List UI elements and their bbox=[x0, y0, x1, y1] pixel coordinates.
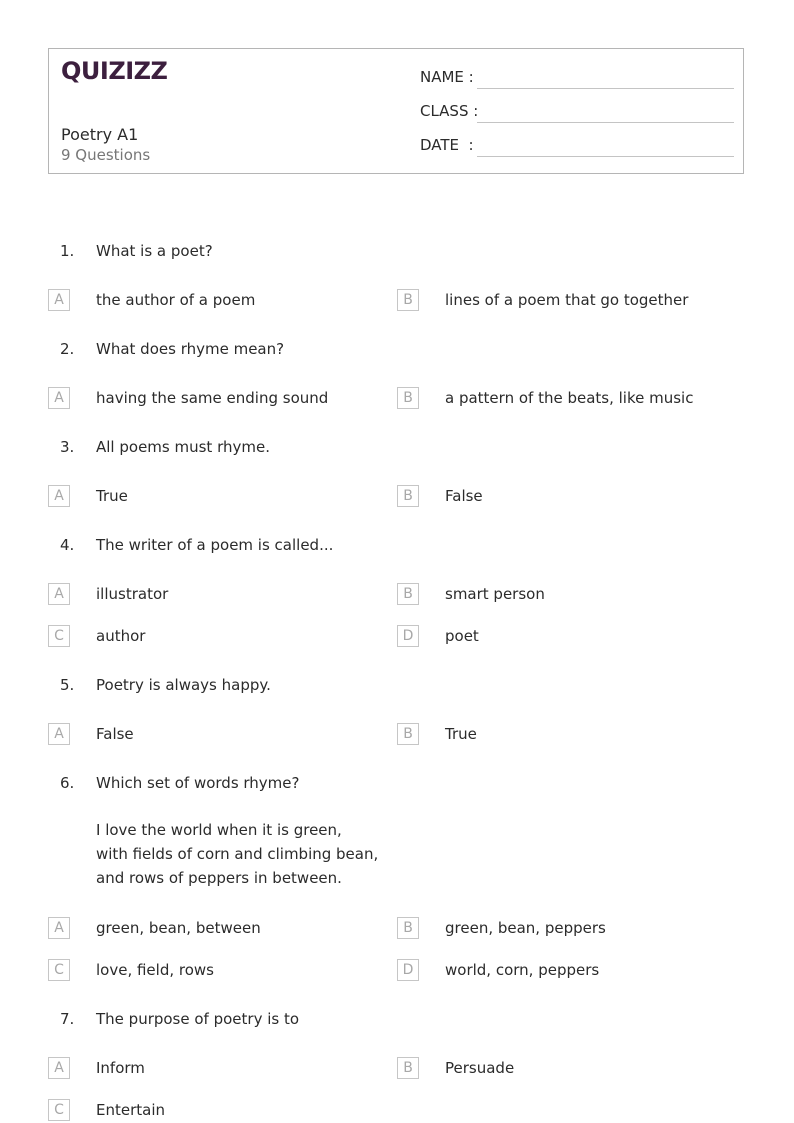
passage-line: I love the world when it is green, bbox=[96, 821, 342, 839]
option-letter-box[interactable]: B bbox=[397, 583, 419, 605]
question-number: 7. bbox=[60, 1010, 75, 1028]
passage-line: and rows of peppers in between. bbox=[96, 869, 342, 887]
option-text: a pattern of the beats, like music bbox=[445, 389, 694, 407]
name-label: NAME : bbox=[420, 68, 474, 86]
option-text: lines of a poem that go together bbox=[445, 291, 689, 309]
question-text: The purpose of poetry is to bbox=[96, 1010, 300, 1028]
option-text: Inform bbox=[96, 1059, 145, 1077]
option-letter-box[interactable]: B bbox=[397, 1057, 419, 1079]
name-line[interactable] bbox=[477, 88, 734, 89]
option-text: True bbox=[445, 725, 477, 743]
poem-passage bbox=[96, 818, 378, 890]
option-text: smart person bbox=[445, 585, 545, 603]
question-number: 1. bbox=[60, 242, 75, 260]
option-text: green, bean, between bbox=[96, 919, 261, 937]
question-text: What is a poet? bbox=[96, 242, 213, 260]
worksheet-header bbox=[48, 48, 744, 174]
option-letter-box[interactable]: B bbox=[397, 387, 419, 409]
option-letter-box[interactable]: D bbox=[397, 625, 419, 647]
question-number: 5. bbox=[60, 676, 75, 694]
option-text: Entertain bbox=[96, 1101, 166, 1119]
option-letter-box[interactable]: C bbox=[48, 959, 70, 981]
date-label: DATE : bbox=[420, 136, 474, 154]
passage-line: with fields of corn and climbing bean, bbox=[96, 845, 379, 863]
option-letter-box[interactable]: A bbox=[48, 289, 70, 311]
class-label: CLASS : bbox=[420, 102, 479, 120]
class-field[interactable] bbox=[420, 102, 734, 124]
question-number: 3. bbox=[60, 438, 75, 456]
option-letter-box[interactable]: A bbox=[48, 1057, 70, 1079]
option-letter-box[interactable]: A bbox=[48, 917, 70, 939]
question-number: 4. bbox=[60, 536, 75, 554]
option-letter-box[interactable]: C bbox=[48, 625, 70, 647]
option-text: False bbox=[96, 725, 134, 743]
option-text: author bbox=[96, 627, 146, 645]
class-line[interactable] bbox=[477, 122, 734, 123]
question-text: Which set of words rhyme? bbox=[96, 774, 300, 792]
option-text: Persuade bbox=[445, 1059, 515, 1077]
option-letter-box[interactable]: A bbox=[48, 723, 70, 745]
option-text: green, bean, peppers bbox=[445, 919, 606, 937]
question-count: 9 Questions bbox=[61, 146, 151, 164]
option-letter-box[interactable]: B bbox=[397, 917, 419, 939]
option-letter-box[interactable]: A bbox=[48, 485, 70, 507]
option-text: the author of a poem bbox=[96, 291, 256, 309]
worksheet-title: Poetry A1 bbox=[61, 125, 139, 144]
question-text: What does rhyme mean? bbox=[96, 340, 285, 358]
option-letter-box[interactable]: A bbox=[48, 387, 70, 409]
question-number: 2. bbox=[60, 340, 75, 358]
option-text: poet bbox=[445, 627, 479, 645]
question-text: All poems must rhyme. bbox=[96, 438, 270, 456]
name-field[interactable] bbox=[420, 68, 734, 90]
option-letter-box[interactable]: A bbox=[48, 583, 70, 605]
option-text: love, field, rows bbox=[96, 961, 214, 979]
question-text: Poetry is always happy. bbox=[96, 676, 271, 694]
date-line[interactable] bbox=[477, 156, 734, 157]
option-letter-box[interactable]: C bbox=[48, 1099, 70, 1121]
question-text: The writer of a poem is called... bbox=[96, 536, 334, 554]
option-text: False bbox=[445, 487, 483, 505]
date-field[interactable] bbox=[420, 136, 734, 158]
option-text: True bbox=[96, 487, 128, 505]
option-letter-box[interactable]: B bbox=[397, 723, 419, 745]
option-text: having the same ending sound bbox=[96, 389, 329, 407]
question-number: 6. bbox=[60, 774, 75, 792]
option-letter-box[interactable]: B bbox=[397, 289, 419, 311]
option-letter-box[interactable]: D bbox=[397, 959, 419, 981]
option-letter-box[interactable]: B bbox=[397, 485, 419, 507]
quizizz-logo: QUIZIZZ bbox=[61, 57, 168, 85]
option-text: illustrator bbox=[96, 585, 169, 603]
option-text: world, corn, peppers bbox=[445, 961, 600, 979]
